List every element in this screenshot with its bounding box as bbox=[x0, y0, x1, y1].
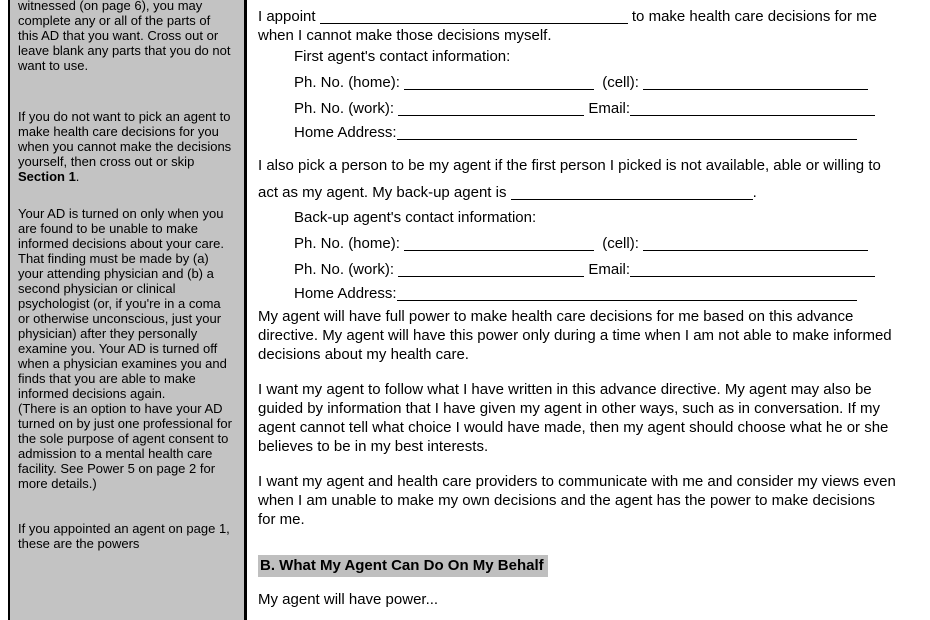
sidebar-note-skip-section bbox=[18, 109, 234, 184]
appoint-text-after: to make health care decisions for me when I cannot make those decisions myself. bbox=[258, 8, 878, 44]
first-agent-phone-row bbox=[294, 73, 896, 92]
backup-text-period: . bbox=[752, 184, 757, 201]
first-agent-work-row bbox=[294, 99, 896, 118]
cell-phone-label: (cell): bbox=[602, 74, 639, 91]
email-label: Email: bbox=[588, 261, 631, 278]
first-agent-work-phone-field[interactable] bbox=[398, 103, 584, 116]
backup-agent-name-field[interactable] bbox=[511, 187, 753, 200]
full-power-paragraph: My agent will have full power to make health care decisions for me based on this advance directive. My agent will have this power only during a time when I am not able to make informed decisions about my health care. bbox=[258, 308, 892, 363]
work-phone-label: Ph. No. (work): bbox=[294, 261, 395, 278]
first-agent-contact-label: First agent's contact information: bbox=[294, 48, 511, 65]
backup-agent-home-phone-field[interactable] bbox=[404, 238, 594, 251]
backup-text-before: I also pick a person to be my agent if the first person I picked is not available, able or willing to act as my agent. My back-up agent is bbox=[258, 157, 881, 201]
appoint-text-before: I appoint bbox=[258, 8, 316, 25]
agent-power-intro: My agent will have power... bbox=[258, 591, 439, 608]
backup-agent-work-row bbox=[294, 260, 896, 279]
communicate-paragraph: I want my agent and health care providers to communicate with me and consider my views even when I am unable to make my own decisions and the agent has the power to make decisions for me. bbox=[258, 473, 896, 528]
agent-name-field[interactable] bbox=[320, 11, 628, 24]
home-address-label: Home Address: bbox=[294, 285, 397, 302]
backup-agent-paragraph bbox=[258, 152, 896, 206]
sidebar-note-powers: If you appointed an agent on page 1, these are the powers bbox=[18, 521, 230, 551]
sidebar-note-intro: witnessed (on page 6), you may complete any or all of the parts of this AD that you want. Cross out or leave blank any parts that you do not want to use. bbox=[18, 0, 231, 73]
home-phone-label: Ph. No. (home): bbox=[294, 74, 400, 91]
sidebar-note-skip-period: . bbox=[75, 169, 80, 184]
sidebar-note-option: (There is an option to have your AD turned on by just one professional for the sole purpose of agent consent to admission to a mental health care facility. See Power 5 on page 2 for more details.) bbox=[18, 401, 232, 491]
backup-agent-email-field[interactable] bbox=[630, 264, 875, 277]
follow-wishes-paragraph: I want my agent to follow what I have written in this advance directive. My agent may also be guided by information that I have given my agent in other ways, such as in conversation. If my agent cannot tell what choice I would have made, then my agent should choose what he or she believes to be in my best interests. bbox=[258, 381, 889, 455]
first-agent-home-address-field[interactable] bbox=[397, 127, 857, 140]
backup-agent-home-address-field[interactable] bbox=[397, 288, 857, 301]
section-b-heading: B. What My Agent Can Do On My Behalf bbox=[258, 555, 548, 577]
backup-agent-work-phone-field[interactable] bbox=[398, 264, 584, 277]
section-1-reference: Section 1 bbox=[18, 169, 76, 184]
backup-agent-cell-phone-field[interactable] bbox=[643, 238, 868, 251]
home-phone-label: Ph. No. (home): bbox=[294, 235, 400, 252]
sidebar-note-skip-text: If you do not want to pick an agent to make health care decisions for you when you cannot make the decisions yourself, then cross out or skip bbox=[18, 109, 232, 169]
first-agent-cell-phone-field[interactable] bbox=[643, 77, 868, 90]
email-label: Email: bbox=[588, 100, 631, 117]
backup-agent-phone-row bbox=[294, 234, 896, 253]
first-agent-email-field[interactable] bbox=[630, 103, 875, 116]
form-main bbox=[247, 0, 930, 620]
backup-agent-contact-label: Back-up agent's contact information: bbox=[294, 209, 537, 226]
sidebar-note-activation: Your AD is turned on only when you are found to be unable to make informed decisions about your care. That finding must be made by (a) your attending physician and (b) a second physician or clinical psychologist (or, if you're in a coma or otherwise unconscious, just your physician) after they personally examine you. Your AD is turned off when a physician examines you and finds that you are able to make informed decisions again. bbox=[18, 206, 227, 401]
first-agent-address-row bbox=[294, 123, 896, 142]
appoint-paragraph bbox=[258, 7, 896, 45]
work-phone-label: Ph. No. (work): bbox=[294, 100, 395, 117]
backup-agent-address-row bbox=[294, 284, 896, 303]
home-address-label: Home Address: bbox=[294, 124, 397, 141]
instructions-sidebar bbox=[10, 0, 244, 620]
first-agent-home-phone-field[interactable] bbox=[404, 77, 594, 90]
cell-phone-label: (cell): bbox=[602, 235, 639, 252]
